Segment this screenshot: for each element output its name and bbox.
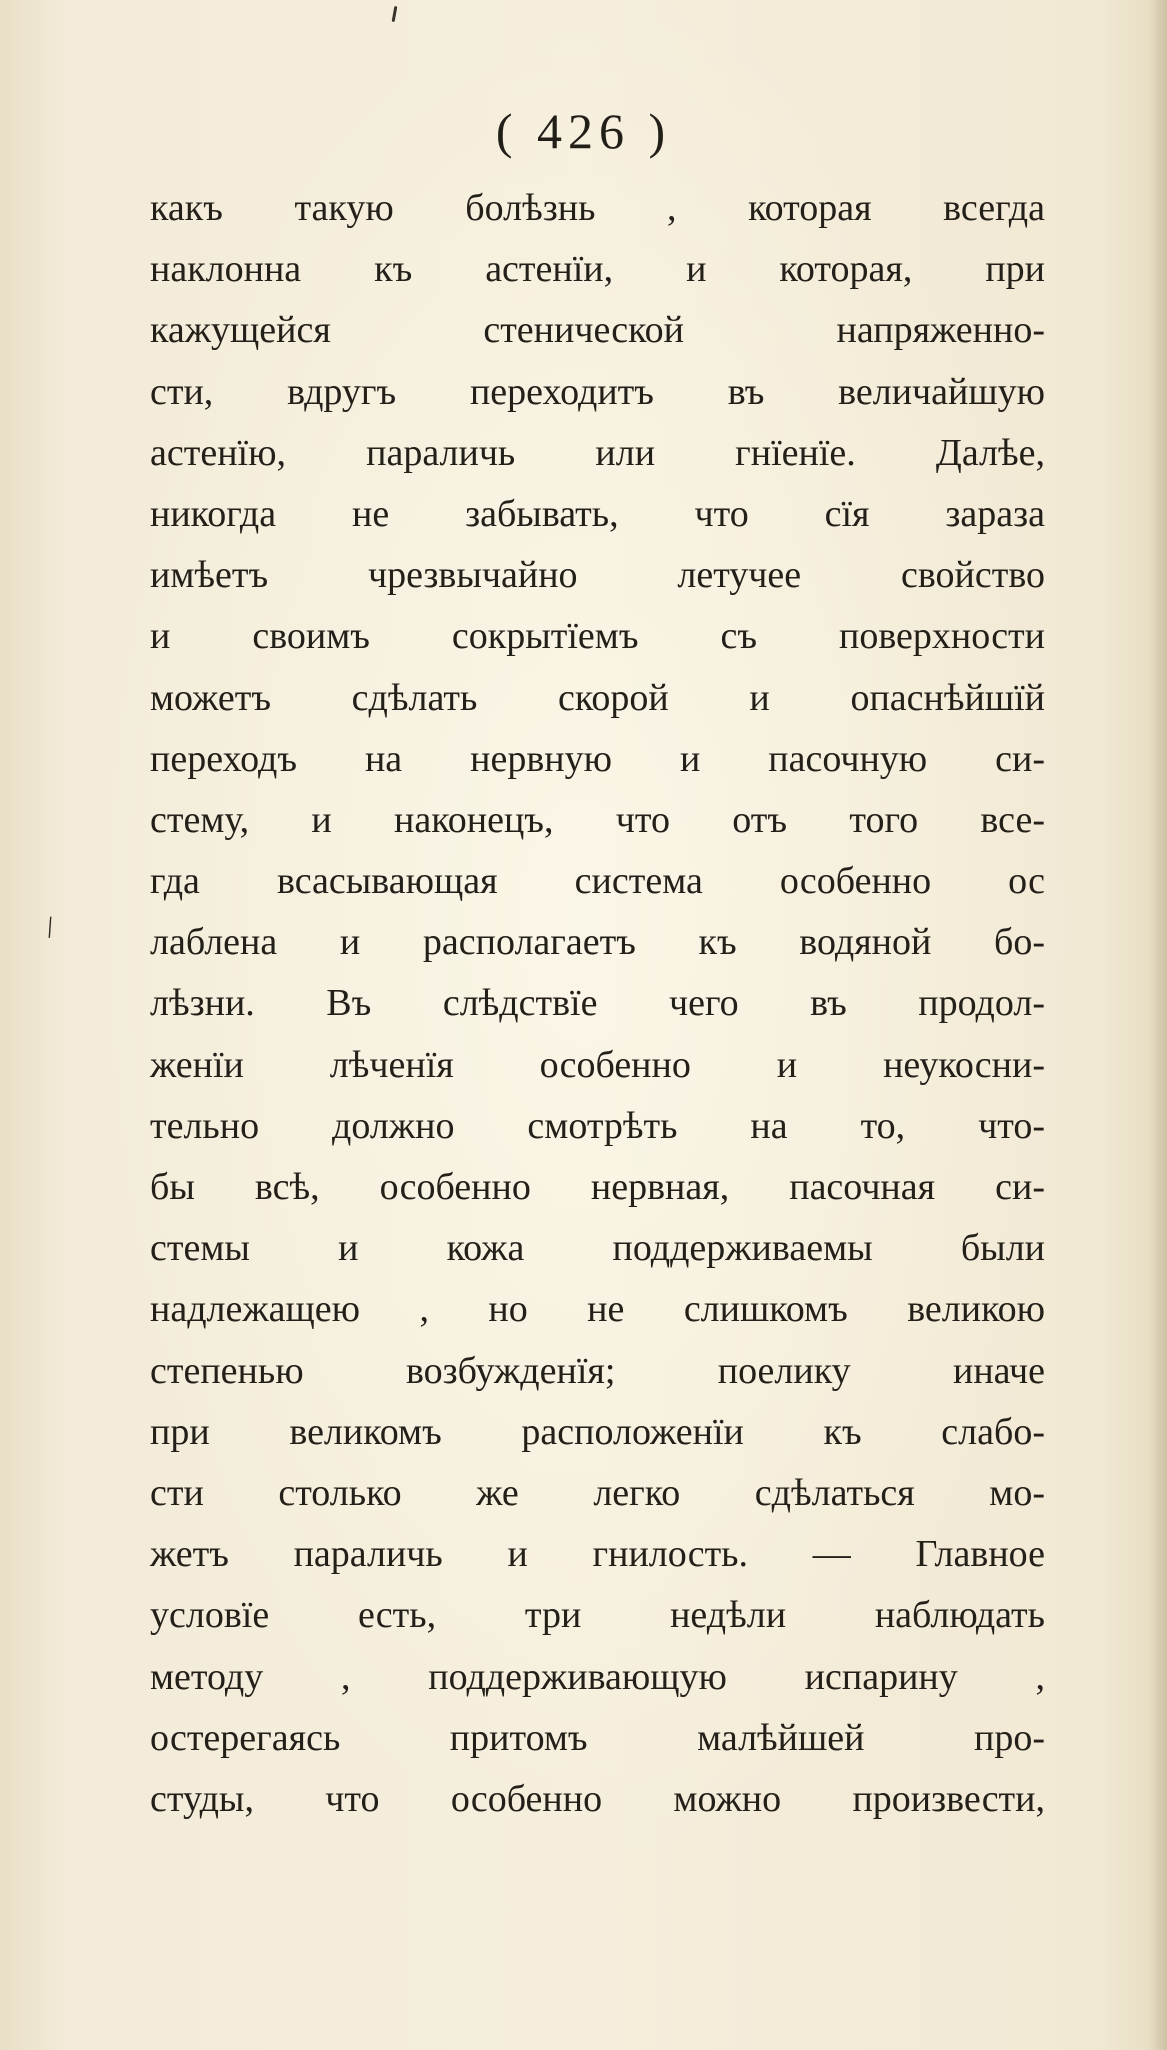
text-line: условїе есть, три недѣли наблюдать: [150, 1594, 1045, 1637]
text-line: переходъ на нервную и пасочную си-: [150, 737, 1045, 780]
text-line: лѣзни. Въ слѣдствїе чего въ продол-: [150, 982, 1045, 1025]
text-line: остерегаясь притомъ малѣйшей про-: [150, 1716, 1045, 1759]
text-line: никогда не забывать, что сїя зараза: [150, 492, 1045, 535]
text-line: тельно должно смотрѣть на то, что-: [150, 1104, 1045, 1147]
text-line: стему, и наконецъ, что отъ того все-: [150, 798, 1045, 841]
text-line: наклонна къ астенїи, и которая, при: [150, 248, 1045, 291]
text-line: имѣетъ чрезвычайно летучее свойство: [150, 554, 1045, 597]
text-line: степенью возбужденїя; поелику иначе: [150, 1349, 1045, 1392]
text-line: бы всѣ, особенно нервная, пасочная си-: [150, 1166, 1045, 1208]
text-line: гда всасывающая система особенно ос: [150, 860, 1045, 903]
margin-mark: /: [41, 910, 59, 945]
text-line: астенїю, параличь или гнїенїе. Далѣе,: [150, 431, 1045, 474]
text-line: жетъ параличь и гнилость. — Главное: [150, 1533, 1045, 1576]
text-line: методу , поддерживающую испарину ,: [150, 1655, 1045, 1698]
text-line: какъ такую болѣзнь , которая всегда: [150, 187, 1045, 229]
text-line: сти столько же легко сдѣлаться мо-: [150, 1471, 1045, 1514]
text-line: студы, что особенно можно произвести,: [150, 1777, 1045, 1820]
text-line: можетъ сдѣлать скорой и опаснѣйшїй: [150, 676, 1045, 719]
page-edge-shadow: [1149, 0, 1167, 2050]
text-line: сти, вдругъ переходитъ въ величайшую: [150, 370, 1045, 413]
text-line: и своимъ сокрытїемъ съ поверхности: [150, 615, 1045, 658]
text-line: при великомъ расположенїи къ слабо-: [150, 1410, 1045, 1453]
text-line: кажущейся стенической напряженно-: [150, 309, 1045, 352]
text-line: лаблена и располагаетъ къ водяной бо-: [150, 921, 1045, 964]
page-number: ( 426 ): [495, 103, 672, 159]
body-text: [150, 178, 1045, 1830]
text-line: надлежащею , но не слишкомъ великою: [150, 1288, 1045, 1331]
ink-speck: [392, 6, 398, 22]
text-line: стемы и кожа поддерживаемы были: [150, 1227, 1045, 1270]
text-line: женїи лѣченїя особенно и неукосни-: [150, 1043, 1045, 1086]
